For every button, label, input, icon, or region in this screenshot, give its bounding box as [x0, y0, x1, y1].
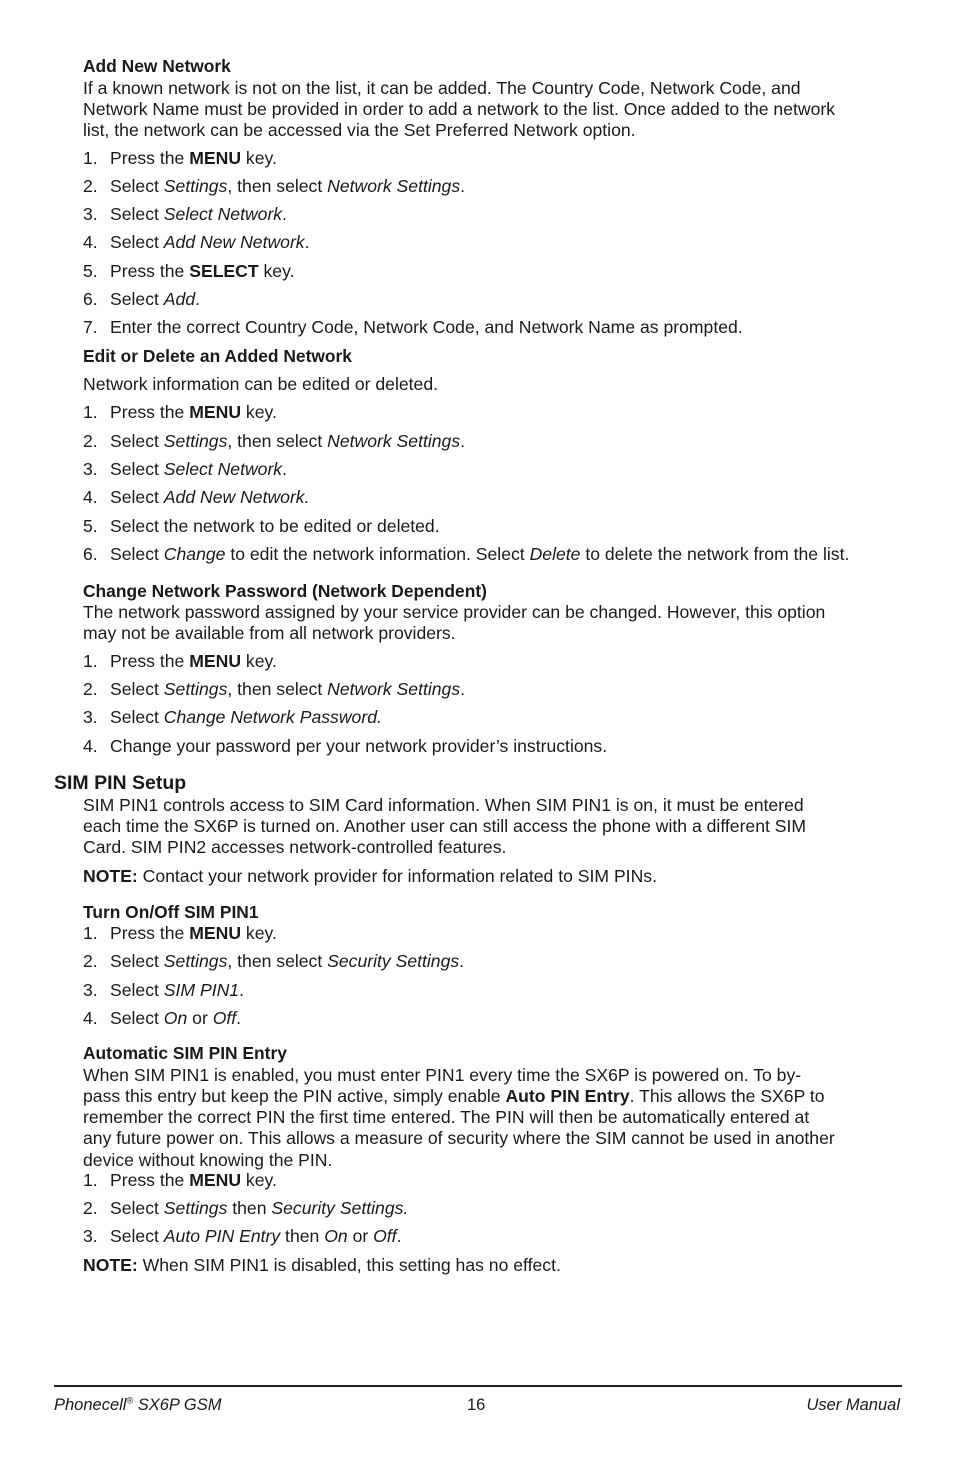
- heading-change-network-password: Change Network Password (Network Dependent): [83, 581, 487, 601]
- heading-edit-delete-network: Edit or Delete an Added Network: [83, 346, 352, 366]
- list-item: 5. Press the SELECT key.: [83, 261, 295, 281]
- list-item: 2. Select Settings, then select Security Settings.: [83, 951, 465, 971]
- list-item: 4. Select Add New Network.: [83, 487, 310, 507]
- footer-product-name: Phonecell® SX6P GSM: [54, 1395, 222, 1414]
- auto-pin-intro-line-4: any future power on. This allows a measure of security where the SIM cannot be used in another: [83, 1128, 835, 1148]
- list-item: 3. Select Auto PIN Entry then On or Off.: [83, 1226, 402, 1246]
- heading-turn-onoff-sim-pin1: Turn On/Off SIM PIN1: [83, 902, 259, 922]
- page-number: 16: [467, 1396, 486, 1414]
- auto-pin-intro-line-2: pass this entry but keep the PIN active, simply enable Auto PIN Entry. This allows the SX6P to: [83, 1086, 825, 1106]
- list-item: 2. Select Settings then Security Settings.: [83, 1198, 409, 1218]
- change-password-intro-line-2: may not be available from all network providers.: [83, 623, 456, 643]
- list-item: 1. Press the MENU key.: [83, 148, 277, 168]
- list-item: 2. Select Settings, then select Network Settings.: [83, 176, 466, 196]
- heading-add-new-network: Add New Network: [83, 56, 231, 76]
- list-item: 3. Select Select Network.: [83, 459, 287, 479]
- footer-doc-type: User Manual: [806, 1396, 900, 1414]
- auto-pin-intro-line-3: remember the correct PIN the first time entered. The PIN will then be automatically entered at: [83, 1107, 810, 1127]
- list-item: 4. Select On or Off.: [83, 1008, 242, 1028]
- add-network-intro-line-2: Network Name must be provided in order to add a network to the list. Once added to the network: [83, 99, 836, 119]
- list-item: 6. Select Add.: [83, 289, 200, 309]
- heading-automatic-sim-pin-entry: Automatic SIM PIN Entry: [83, 1043, 287, 1063]
- auto-pin-intro-line-1: When SIM PIN1 is enabled, you must enter PIN1 every time the SX6P is powered on. To by-: [83, 1065, 802, 1085]
- change-password-intro-line-1: The network password assigned by your service provider can be changed. However, this option: [83, 602, 826, 622]
- list-item: 3. Select SIM PIN1.: [83, 980, 244, 1000]
- list-item: 1. Press the MENU key.: [83, 402, 277, 422]
- add-network-intro-line-3: list, the network can be accessed via the Set Preferred Network option.: [83, 120, 636, 140]
- list-item: 2. Select Settings, then select Network Settings.: [83, 431, 466, 451]
- sim-pin-intro-line-1: SIM PIN1 controls access to SIM Card information. When SIM PIN1 is on, it must be entered: [83, 795, 804, 815]
- list-item: 1. Press the MENU key.: [83, 923, 277, 943]
- sim-pin-intro-line-3: Card. SIM PIN2 accesses network-controlled features.: [83, 837, 507, 857]
- list-item: 3. Select Change Network Password.: [83, 707, 382, 727]
- list-item: 3. Select Select Network.: [83, 204, 287, 224]
- list-item: 1. Press the MENU key.: [83, 651, 277, 671]
- add-network-intro-line-1: If a known network is not on the list, it can be added. The Country Code, Network Code, and: [83, 78, 801, 98]
- list-item: 2. Select Settings, then select Network Settings.: [83, 679, 466, 699]
- list-item: 6. Select Change to edit the network information. Select Delete to delete the network from the list.: [83, 544, 850, 564]
- auto-pin-note: NOTE: When SIM PIN1 is disabled, this setting has no effect.: [83, 1255, 561, 1275]
- list-item: 1. Press the MENU key.: [83, 1170, 277, 1190]
- auto-pin-intro-line-5: device without knowing the PIN.: [83, 1150, 333, 1170]
- list-item: 5. Select the network to be edited or deleted.: [83, 516, 440, 536]
- list-item: 4. Select Add New Network.: [83, 232, 310, 252]
- sim-pin-intro-line-2: each time the SX6P is turned on. Another user can still access the phone with a different SIM: [83, 816, 807, 836]
- list-item: 4. Change your password per your network provider’s instructions.: [83, 736, 608, 756]
- footer-divider: [54, 1385, 902, 1387]
- list-item: 7. Enter the correct Country Code, Network Code, and Network Name as prompted.: [83, 317, 743, 337]
- heading-sim-pin-setup: SIM PIN Setup: [54, 772, 187, 794]
- edit-delete-intro: Network information can be edited or deleted.: [83, 374, 439, 394]
- sim-pin-note: NOTE: Contact your network provider for information related to SIM PINs.: [83, 866, 657, 886]
